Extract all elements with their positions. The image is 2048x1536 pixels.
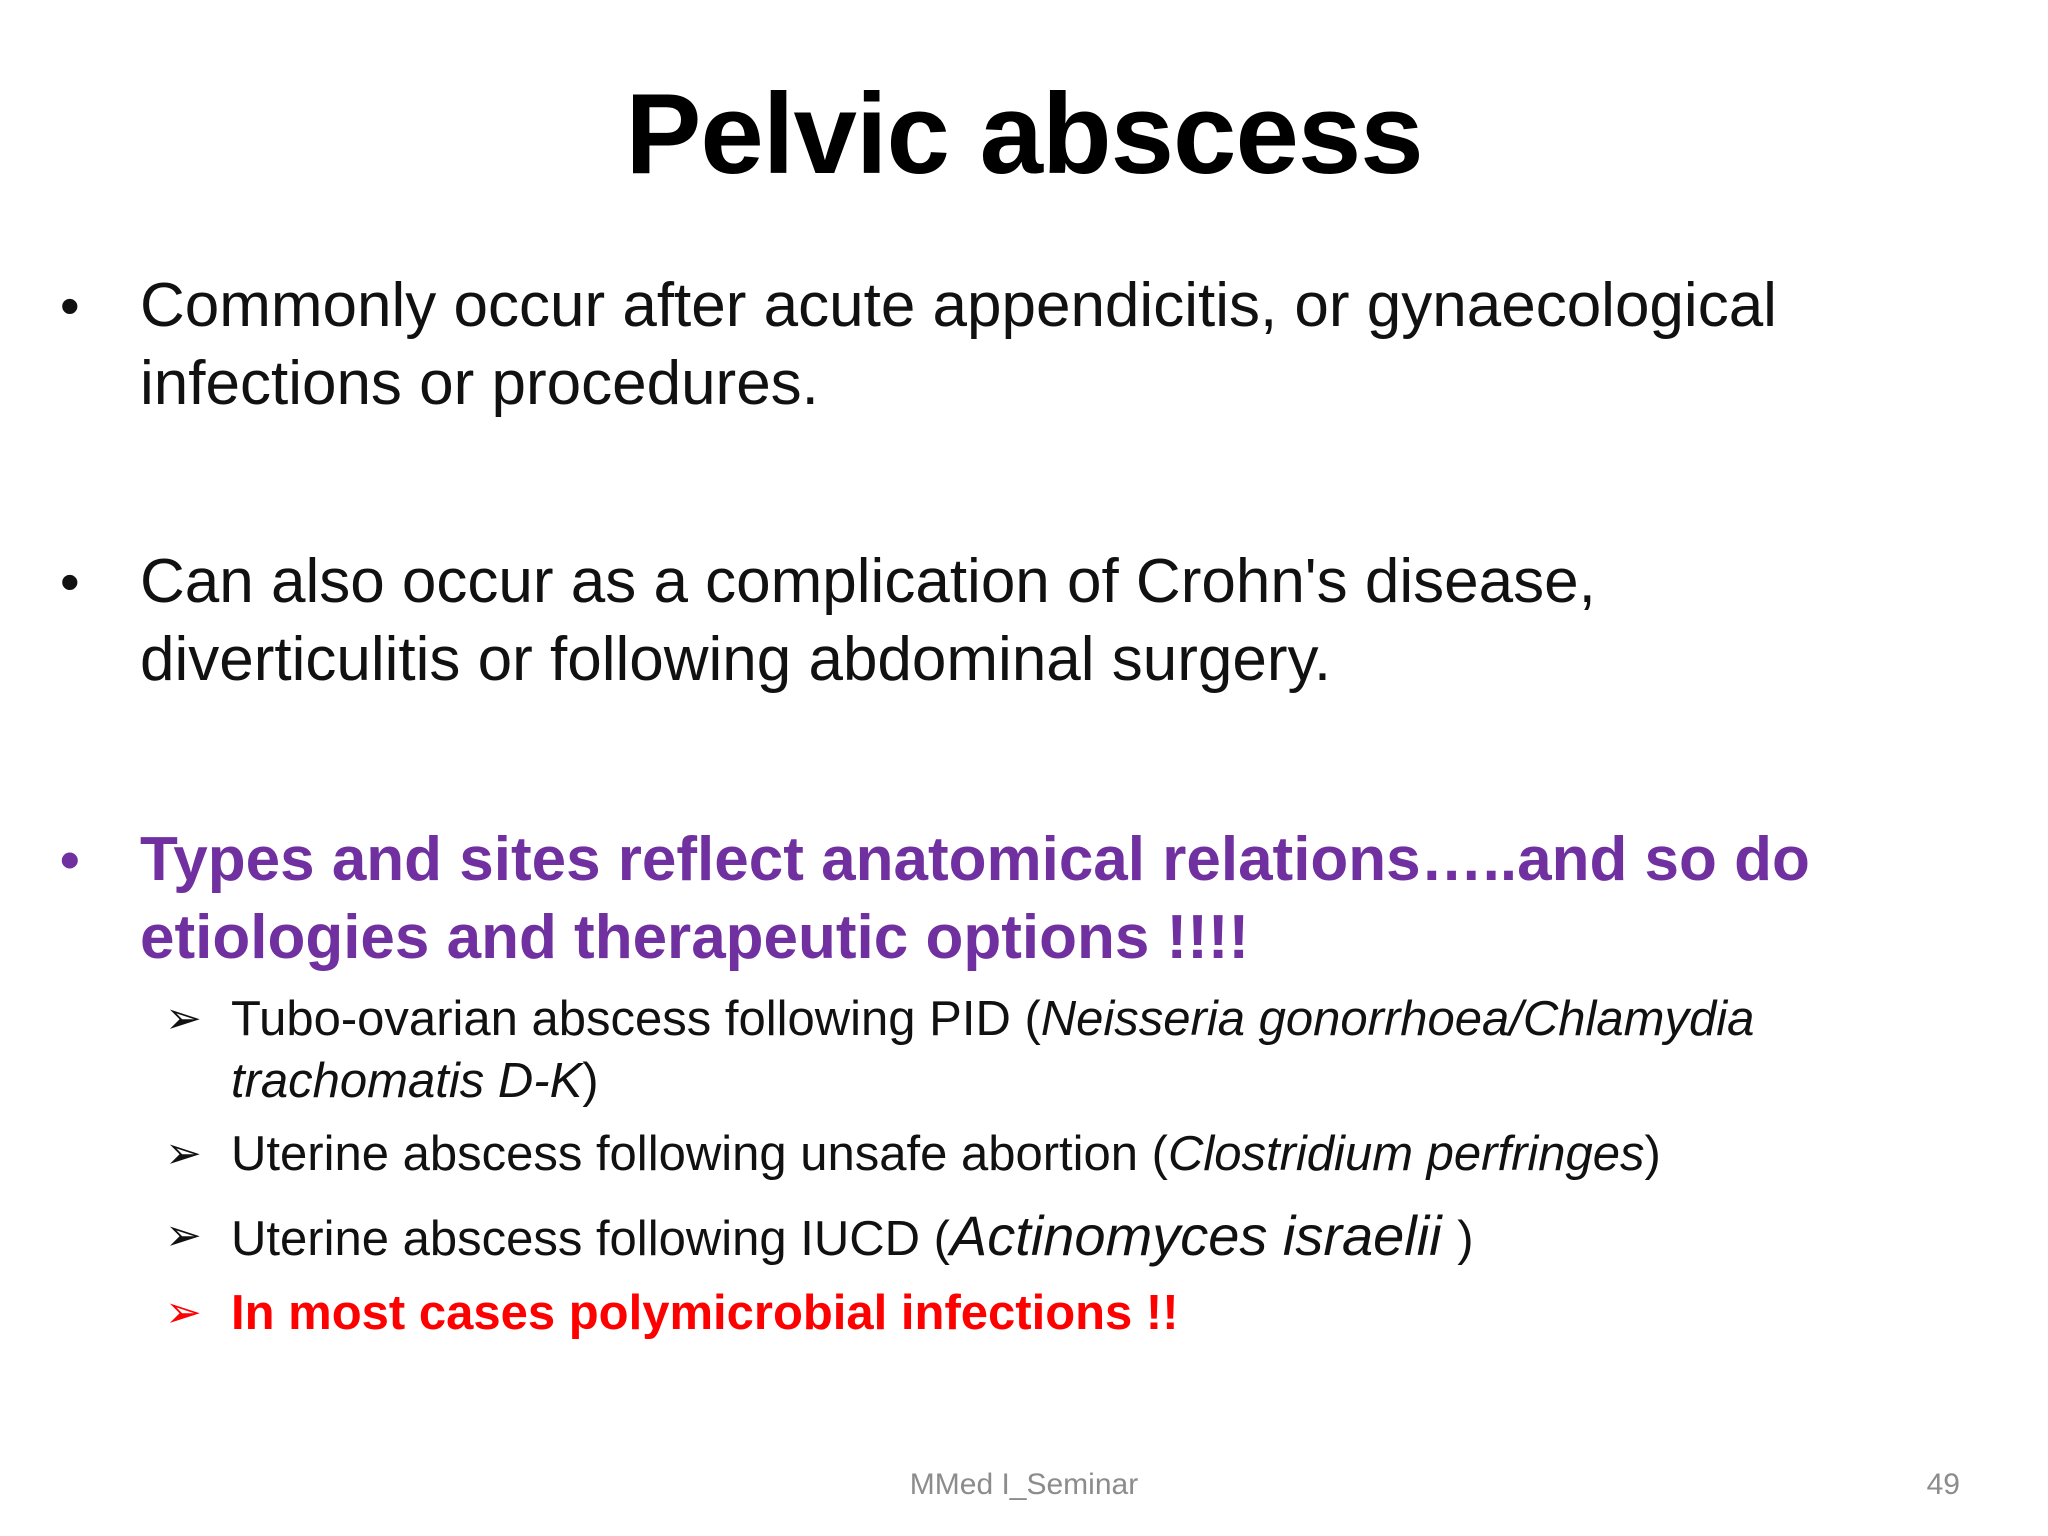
organism-name: Clostridium perfringes xyxy=(1167,1127,1645,1181)
sub-item-plain: ) xyxy=(582,1054,599,1108)
sub-item-text xyxy=(231,1205,1945,1270)
sub-item-text xyxy=(231,988,1945,1112)
bullet-marker: • xyxy=(60,828,80,891)
arrow-bullet-icon: ➢ xyxy=(165,1287,202,1338)
bullet-line: Commonly occur after acute appendicitis, or gynaecological xyxy=(140,271,1777,340)
footer-label: MMed I_Seminar xyxy=(909,1468,1139,1501)
slide-number: 49 xyxy=(1926,1468,1960,1501)
bullet-marker: • xyxy=(60,274,80,337)
slide-title: Pelvic abscess xyxy=(625,71,1423,198)
bullet-text xyxy=(140,543,1950,699)
arrow-bullet-icon: ➢ xyxy=(165,1210,202,1261)
sub-item-text: In most cases polymicrobial infections !! xyxy=(231,1286,1179,1340)
bullet-text xyxy=(140,267,1950,423)
sub-item-plain: Uterine abscess following unsafe abortion ( xyxy=(231,1127,1168,1181)
organism-name: Actinomyces israelii xyxy=(949,1204,1458,1267)
bullet-line: Types and sites reflect anatomical relations…..and so do xyxy=(140,825,1810,894)
bullet-line: infections or procedures. xyxy=(140,349,819,418)
bullet-marker: • xyxy=(60,550,80,613)
bullet-text xyxy=(140,821,1950,977)
bullet-line: etiologies and therapeutic options !!!! xyxy=(140,903,1250,972)
arrow-bullet-icon: ➢ xyxy=(165,993,202,1044)
sub-item-plain: ) xyxy=(1457,1212,1474,1266)
bullet-line: Can also occur as a complication of Crohn's disease, xyxy=(140,547,1596,616)
sub-item-text xyxy=(231,1123,1945,1185)
arrow-bullet-icon: ➢ xyxy=(165,1128,202,1179)
organism-name: Neisseria gonorrhoea/Chlamydia xyxy=(1040,992,1755,1046)
sub-item-plain: Tubo-ovarian abscess following PID ( xyxy=(231,992,1041,1046)
organism-name: trachomatis D-K xyxy=(231,1054,583,1108)
sub-item-plain: ) xyxy=(1644,1127,1661,1181)
sub-item-plain: Uterine abscess following IUCD ( xyxy=(231,1212,950,1266)
bullet-line: diverticulitis or following abdominal surgery. xyxy=(140,625,1332,694)
